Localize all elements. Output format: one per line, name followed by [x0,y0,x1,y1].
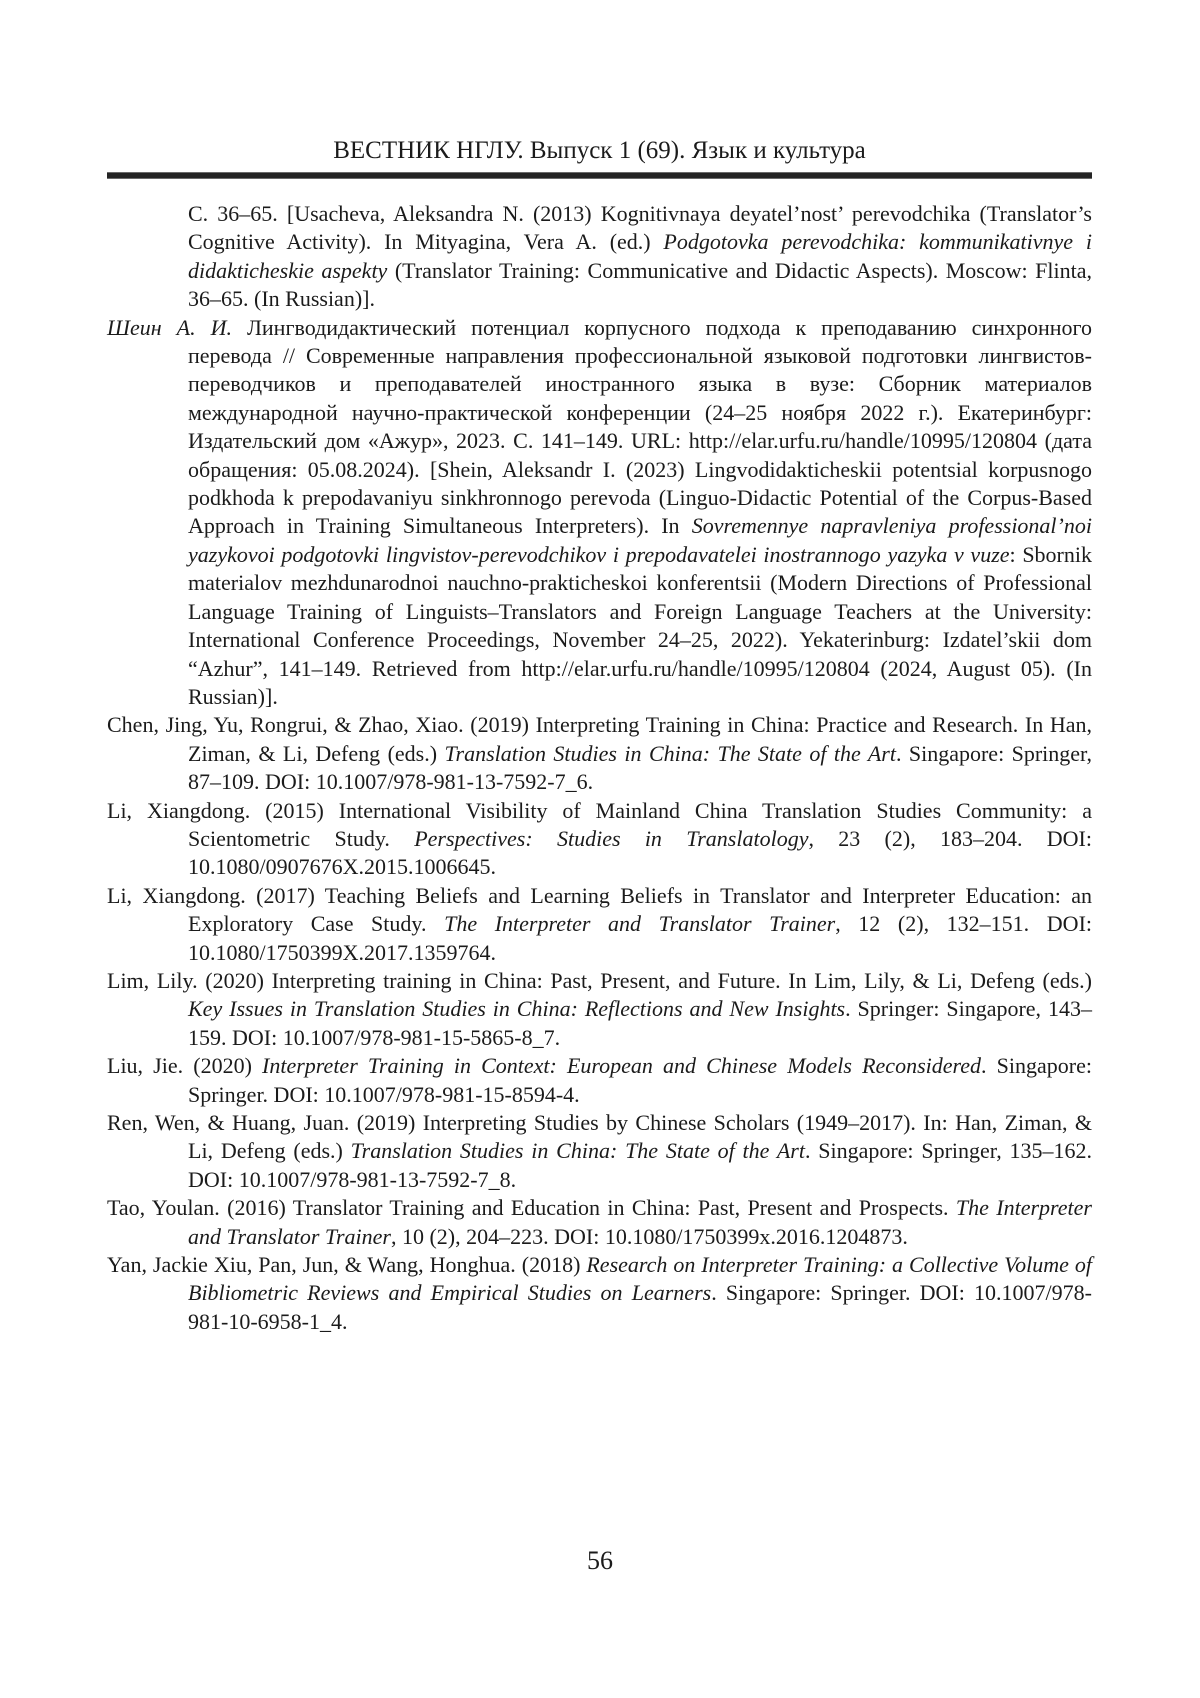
reference-text-segment: Лингводидактический потенциал корпусного подхода к преподаванию синхронного перевода // Современные направления профессиональной языковой подготовки лингвистов-переводчиков и преподавателей иностранного языка в вузе: Сборник материалов международной научно-практической конференции (24–25 ноября 2022 г.). Екатеринбург: Издательский дом «Ажур», 2023. С. 141–149. URL: http://elar.urfu.ru/handle/10995/120804 (дата обращения: 05.08.2024). [Shein, Aleksandr I. (2023) Lingvodidakticheskii potentsial korpusnogo podkhoda k prepodavaniyu sinkhronnogo perevoda (Linguo-Didactic Potential of the Corpus-Based Approach in Training Simultaneous Interpreters). In [188,314,1093,539]
reference-italic-segment: Perspectives: Studies in Translatology [414,825,809,851]
reference-text-segment: , 10 (2), 204–223. DOI: 10.1080/1750399x.2016.1204873. [390,1223,908,1249]
reference-italic-segment: Sovremennye napravleniya professional’noi yazykovoi podgotovki lingvistov-perevodchikov i prepodavatelei inostrannogo yazyka v vuze [188,513,1092,567]
reference-text-segment: Liu, Jie. (2020) [107,1053,263,1079]
reference-entry [107,797,1092,882]
reference-italic-segment: Шеин А. И. [107,314,247,340]
reference-entry [107,1109,1092,1194]
reference-entry [107,1251,1092,1336]
reference-entry [107,1194,1092,1251]
reference-text-segment: . Singapore: Springer. DOI: 10.1007/978-981-15-8594-4. [188,1053,1092,1107]
references-list [107,200,1092,1336]
reference-entry [107,1052,1092,1109]
reference-italic-segment: Research on Interpreter Training: a Collective Volume of Bibliometric Reviews and Empirical Studies on Learners [188,1252,1092,1306]
reference-text-segment: , 12 (2), 132–151. DOI: 10.1080/1750399X.2017.1359764. [188,911,1093,965]
reference-text-segment: , 23 (2), 183–204. DOI: 10.1080/0907676X.2015.1006645. [188,825,1092,880]
reference-text-segment: Yan, Jackie Xiu, Pan, Jun, & Wang, Honghua. (2018) [107,1252,587,1278]
reference-text-segment: Li, Xiangdong. (2015) International Visibility of Mainland China Translation Studies Community: a Scientometric Study. [107,797,1092,851]
reference-text-segment: С. 36–65. [Usacheva, Aleksandra N. (2013) Kognitivnaya deyatel’nost’ perevodchika (Translator’s Cognitive Activity). In Mityagina, Vera A. (ed.) [188,201,1092,255]
reference-entry [107,967,1092,1052]
reference-entry [107,200,1092,314]
reference-entry [107,882,1092,967]
reference-italic-segment: Podgotovka perevodchika: kommunikativnye i didakticheskie aspekty [188,229,1092,283]
page-header [107,136,1092,179]
reference-italic-segment: Translation Studies in China: The State of the Art [444,740,896,766]
reference-text-segment: (Translator Training: Communicative and Didactic Aspects). Moscow: Flinta, 36–65. (In Russian)]. [188,257,1092,312]
reference-text-segment: . Springer: Singapore, 143–159. DOI: 10.1007/978-981-15-5865-8_7. [188,996,1092,1050]
reference-entry [107,711,1092,796]
reference-text-segment: Chen, Jing, Yu, Rongrui, & Zhao, Xiao. (2019) Interpreting Training in China: Practice and Research. In Han, Ziman, & Li, Defeng (eds.) [107,712,1092,766]
reference-italic-segment: Key Issues in Translation Studies in China: Reflections and New Insights [188,996,846,1022]
header-rule [107,172,1092,179]
reference-entry [107,314,1092,712]
reference-text-segment: . Singapore: Springer, 87–109. DOI: 10.1007/978-981-13-7592-7_6. [188,740,1093,795]
reference-text-segment: Li, Xiangdong. (2017) Teaching Beliefs and Learning Beliefs in Translator and Interpreter Education: an Exploratory Case Study. [107,882,1092,937]
journal-header-title: ВЕСТНИК НГЛУ. Выпуск 1 (69). Язык и культура [333,137,866,164]
reference-text-segment: Lim, Lily. (2020) Interpreting training in China: Past, Present, and Future. In Lim, Lily, & Li, Defeng (eds.) [107,967,1092,993]
reference-italic-segment: The Interpreter and Translator Trainer [188,1195,1092,1249]
reference-text-segment: . Singapore: Springer, 135–162. DOI: 10.1007/978-981-13-7592-7_8. [188,1138,1093,1192]
reference-italic-segment: The Interpreter and Translator Trainer [444,911,836,937]
reference-text-segment: : Sbornik materialov mezhdunarodnoi nauchno-prakticheskoi konferentsii (Modern Directions of Professional Language Training of Linguists–Translators and Foreign Language Teachers at the University: International Conference Proceedings, November 24–25, 2022). Yekaterinburg: Izdatel’skii dom “Azhur”, 141–149. Retrieved from http://elar.urfu.ru/handle/10995/120804 (2024, August 05). (In Russian)]. [188,541,1092,709]
reference-italic-segment: Interpreter Training in Context: European and Chinese Models Reconsidered [262,1053,982,1079]
reference-text-segment: Ren, Wen, & Huang, Juan. (2019) Interpreting Studies by Chinese Scholars (1949–2017). In: Han, Ziman, & Li, Defeng (eds.) [107,1110,1092,1164]
page-number: 56 [587,1546,613,1575]
reference-text-segment: . Singapore: Springer. DOI: 10.1007/978-981-10-6958-1_4. [188,1280,1092,1334]
reference-italic-segment: Translation Studies in China: The State of the Art [350,1138,805,1164]
reference-text-segment: Tao, Youlan. (2016) Translator Training and Education in China: Past, Present and Prospects. [107,1195,956,1221]
